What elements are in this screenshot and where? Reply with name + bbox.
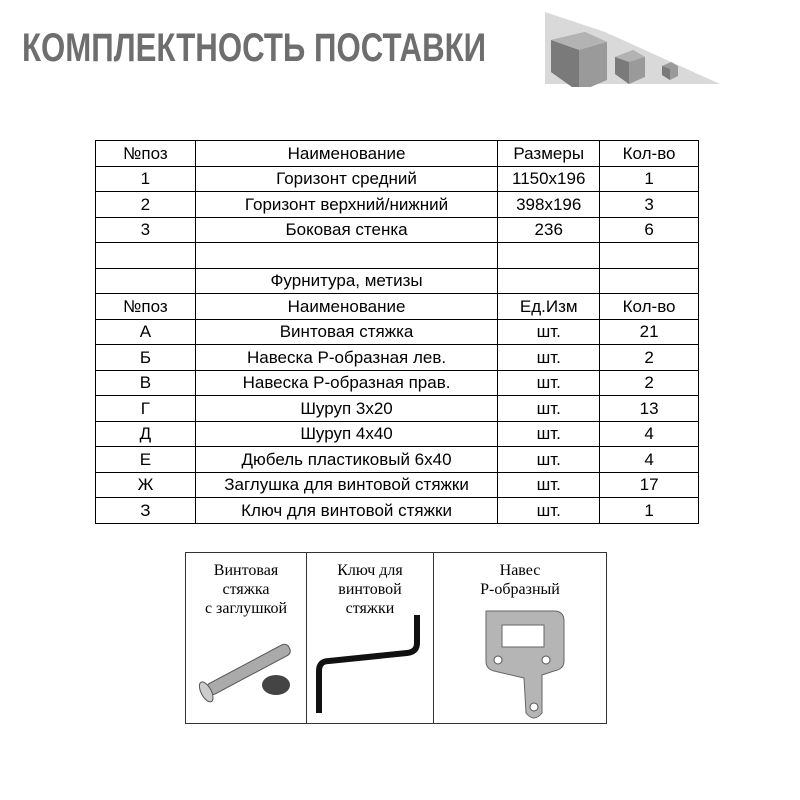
table-cell: Шуруп 4х40 [195,421,497,447]
table-cell: Фурнитура, метизы [195,268,497,294]
table-cell: 6 [600,217,699,243]
table-cell: Шуруп 3х20 [195,396,497,422]
table-cell: шт. [498,396,600,422]
p-hanger-icon [434,553,606,723]
table-cell: Дюбель пластиковый 6х40 [195,447,497,473]
caption-line: с заглушкой [204,600,288,617]
table-cell [96,243,196,269]
table-row [96,192,699,218]
table-row [96,319,699,345]
table-cell: шт. [498,472,600,498]
table-cell: 2 [96,192,196,218]
hardware-pictures [185,552,607,724]
table-cell [600,243,699,269]
table-cell [498,243,600,269]
table-cell: Горизонт верхний/нижний [195,192,497,218]
table-cell: 2 [600,345,699,371]
table-cell: В [96,370,196,396]
table-cell: 21 [600,319,699,345]
table-cell: 3 [600,192,699,218]
hex-key-icon [307,553,433,723]
table-cell: 13 [600,396,699,422]
picture-hex-key [307,553,434,723]
table-cell: №поз [96,141,196,167]
table-cell [96,268,196,294]
cubes-logo-icon [545,12,720,87]
empty-row [96,243,699,269]
table-cell: А [96,319,196,345]
table-cell [498,268,600,294]
table-cell: 1 [96,166,196,192]
table-cell [195,243,497,269]
table-row [96,447,699,473]
table-cell: 1 [600,498,699,524]
table-cell: 1 [600,166,699,192]
table-cell: 3 [96,217,196,243]
caption-line: Р-образный [480,581,560,598]
caption-line: стяжки [345,600,395,617]
table-cell: 1150х196 [498,166,600,192]
table-cell: Навеска Р-образная лев. [195,345,497,371]
table-cell: Ед.Изм [498,294,600,320]
table-cell: Горизонт средний [195,166,497,192]
table-row [96,345,699,371]
table-cell: Наименование [195,141,497,167]
table-cell: 2 [600,370,699,396]
table-cell: Винтовая стяжка [195,319,497,345]
table-cell: шт. [498,447,600,473]
table-cell: 398х196 [498,192,600,218]
table-cell: 17 [600,472,699,498]
table-row [96,217,699,243]
page-title: КОМПЛЕКТНОСТЬ ПОСТАВКИ [22,26,487,70]
table-cell: Кол-во [600,141,699,167]
caption-line: Навес [499,562,541,579]
table-cell: Размеры [498,141,600,167]
table-row [96,166,699,192]
table-row [96,421,699,447]
table-cell: Заглушка для винтовой стяжки [195,472,497,498]
table-cell: Ключ для винтовой стяжки [195,498,497,524]
section-title-row [96,268,699,294]
table-header [96,141,699,167]
table-cell: 4 [600,447,699,473]
table-cell: шт. [498,345,600,371]
picture-p-hanger [434,553,606,723]
table-cell: Навеска Р-образная прав. [195,370,497,396]
table-row [96,498,699,524]
table-cell: Ж [96,472,196,498]
table-cell: Б [96,345,196,371]
screw-tie-icon [186,553,306,723]
table-cell: 4 [600,421,699,447]
table-cell [600,268,699,294]
contents-table [95,140,699,524]
caption-line: стяжка [222,581,270,598]
table-cell: №поз [96,294,196,320]
table-cell: шт. [498,370,600,396]
table-cell: Наименование [195,294,497,320]
table-cell: шт. [498,498,600,524]
table-cell: Д [96,421,196,447]
table-cell: Кол-во [600,294,699,320]
table-row [96,370,699,396]
table-cell: Г [96,396,196,422]
table-cell: шт. [498,421,600,447]
table-cell: шт. [498,319,600,345]
table-header [96,294,699,320]
table-cell: З [96,498,196,524]
table-cell: Боковая стенка [195,217,497,243]
table-row [96,396,699,422]
table-cell: Е [96,447,196,473]
caption-line: Ключ для [337,562,403,579]
table-cell: 236 [498,217,600,243]
caption-line: винтовой [338,581,402,598]
table-row [96,472,699,498]
picture-screw-tie [186,553,307,723]
caption-line: Винтовая [213,562,279,579]
